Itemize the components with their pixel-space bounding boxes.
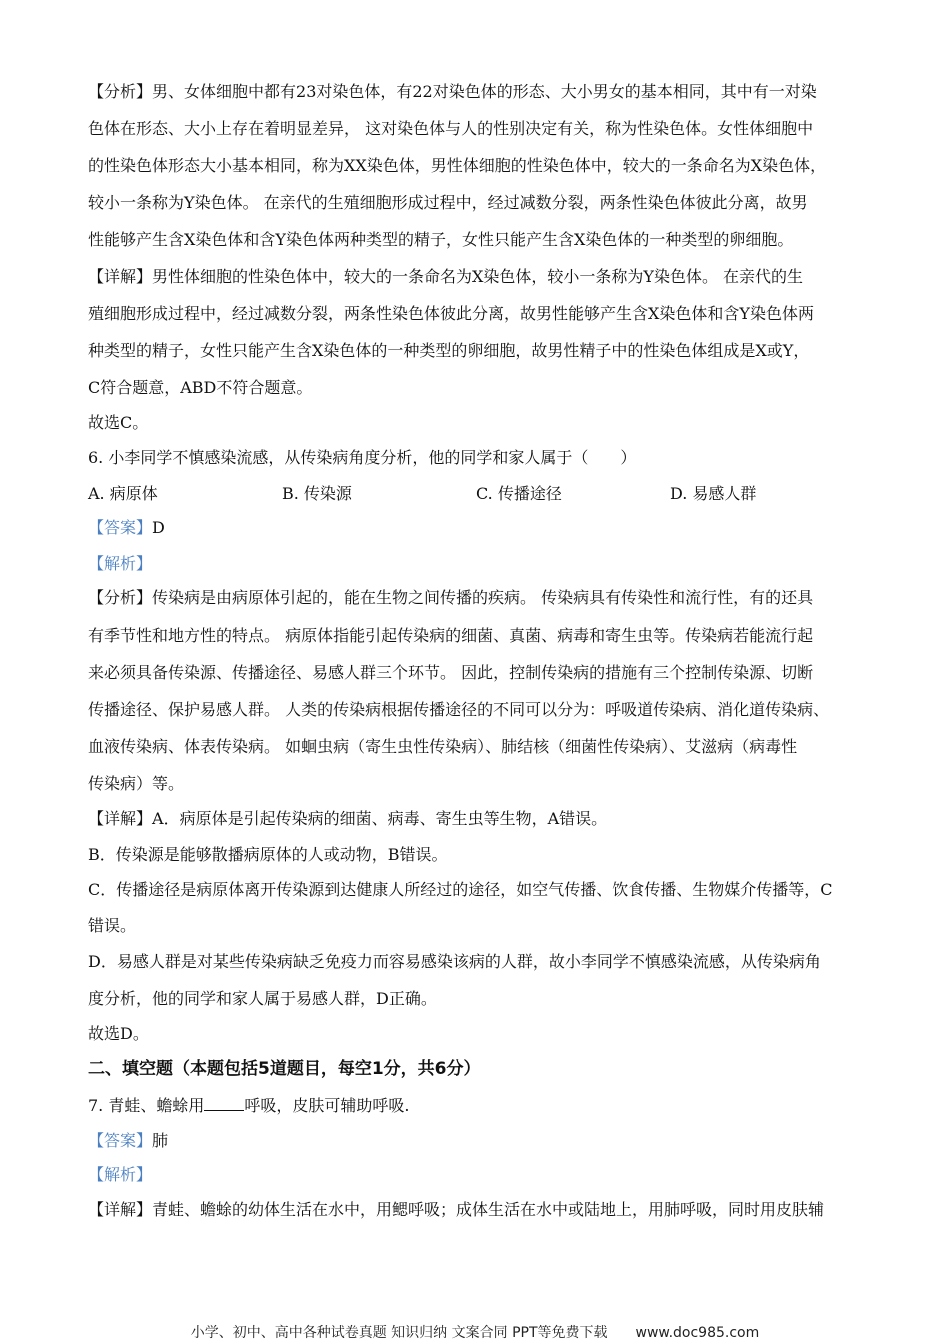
detail-line: 错误。 xyxy=(88,916,137,935)
answer-value: 肺 xyxy=(152,1131,169,1150)
detail-line: 【详解】A．病原体是引起传染病的细菌、病毒、寄生虫等生物，A错误。 xyxy=(88,809,608,828)
detail-tag: 【详解】 xyxy=(88,1200,153,1219)
answer-tag: 【答案】 xyxy=(88,518,153,537)
jiexi-tag: 【解析】 xyxy=(88,554,153,573)
option-d: D. 易感人群 xyxy=(670,484,757,503)
detail-tag: 【详解】 xyxy=(88,267,153,286)
answer-line xyxy=(88,518,165,538)
question-6-stem: 6. 小李同学不慎感染流感，从传染病角度分析，他的同学和家人属于（ ） xyxy=(88,448,637,467)
analysis-tag: 【分析】 xyxy=(88,82,153,101)
analysis-line: 较小一条称为Y染色体。 在亲代的生殖细胞形成过程中，经过减数分裂，两条性染色体彼此分离，故男 xyxy=(88,193,808,212)
detail-line: 【详解】青蛙、蟾蜍的幼体生活在水中，用鳃呼吸；成体生活在水中或陆地上，用肺呼吸，同时用皮肤辅 xyxy=(88,1200,825,1219)
detail-line: C．传播途径是病原体离开传染源到达健康人所经过的途径，如空气传播、饮食传播、生物媒介传播等，C xyxy=(88,880,833,899)
analysis-tag: 【分析】 xyxy=(88,588,153,607)
analysis-line: 传播途径、保护易感人群。 人类的传染病根据传播途径的不同可以分为：呼吸道传染病、消化道传染病、 xyxy=(88,700,830,719)
detail-line: B．传染源是能够散播病原体的人或动物，B错误。 xyxy=(88,845,448,864)
analysis-line: 【分析】传染病是由病原体引起的，能在生物之间传播的疾病。 传染病具有传染性和流行性，有的还具 xyxy=(88,588,814,607)
answer-value: D xyxy=(152,518,165,537)
choice-line: 故选C。 xyxy=(88,413,149,432)
fill-blank xyxy=(204,1096,244,1111)
option-c: C. 传播途径 xyxy=(476,484,562,503)
analysis-line: 性能够产生含X染色体和含Y染色体两种类型的精子，女性只能产生含X染色体的一种类型的卵细胞。 xyxy=(88,230,794,249)
section-heading: 二、填空题（本题包括5道题目，每空1分，共6分） xyxy=(88,1059,481,1079)
analysis-line: 血液传染病、体表传染病。 如蛔虫病（寄生虫性传染病）、肺结核（细菌性传染病）、艾滋病（病毒性 xyxy=(88,737,798,756)
answer-tag: 【答案】 xyxy=(88,1131,153,1150)
choice-line: 故选D。 xyxy=(88,1024,149,1043)
analysis-line: 来必须具备传染源、传播途径、易感人群三个环节。 因此，控制传染病的措施有三个控制传染源、切断 xyxy=(88,663,814,682)
detail-line: 度分析，他的同学和家人属于易感人群，D正确。 xyxy=(88,989,437,1008)
detail-line: 种类型的精子，女性只能产生含X染色体的一种类型的卵细胞，故男性精子中的性染色体组成是X或Y， xyxy=(88,341,810,360)
analysis-line: 传染病）等。 xyxy=(88,774,185,793)
analysis-line: 有季节性和地方性的特点。 病原体指能引起传染病的细菌、真菌、病毒和寄生虫等。传染病若能流行起 xyxy=(88,626,814,645)
option-b: B. 传染源 xyxy=(282,484,352,503)
analysis-line: 色体在形态、大小上存在着明显差异， 这对染色体与人的性别决定有关，称为性染色体。女性体细胞中 xyxy=(88,119,814,138)
detail-line: 殖细胞形成过程中，经过减数分裂，两条性染色体彼此分离，故男性能够产生含X染色体和含Y染色体两 xyxy=(88,304,814,323)
answer-line xyxy=(88,1131,168,1151)
option-a: A. 病原体 xyxy=(88,484,158,503)
detail-line: C符合题意，ABD不符合题意。 xyxy=(88,378,313,397)
detail-line: 【详解】男性体细胞的性染色体中，较大的一条命名为X染色体，较小一条称为Y染色体。 在亲代的生 xyxy=(88,267,804,286)
analysis-line: 【分析】男、女体细胞中都有23对染色体，有22对染色体的形态、大小男女的基本相同，其中有一对染 xyxy=(88,82,817,101)
question-7-stem: 7. 青蛙、蟾蜍用 呼吸，皮肤可辅助呼吸. xyxy=(88,1096,410,1115)
detail-line: D．易感人群是对某些传染病缺乏免疫力而容易感染该病的人群，故小李同学不慎感染流感，从传染病角 xyxy=(88,952,821,971)
detail-tag: 【详解】 xyxy=(88,809,153,828)
jiexi-tag: 【解析】 xyxy=(88,1165,153,1184)
page-footer: 小学、初中、高中各种试卷真题 知识归纳 文案合同 PPT等免费下载 www.doc985.com xyxy=(190,1325,760,1341)
analysis-line: 的性染色体形态大小基本相同，称为XX染色体，男性体细胞的性染色体中，较大的一条命名为X染色体， xyxy=(88,156,827,175)
